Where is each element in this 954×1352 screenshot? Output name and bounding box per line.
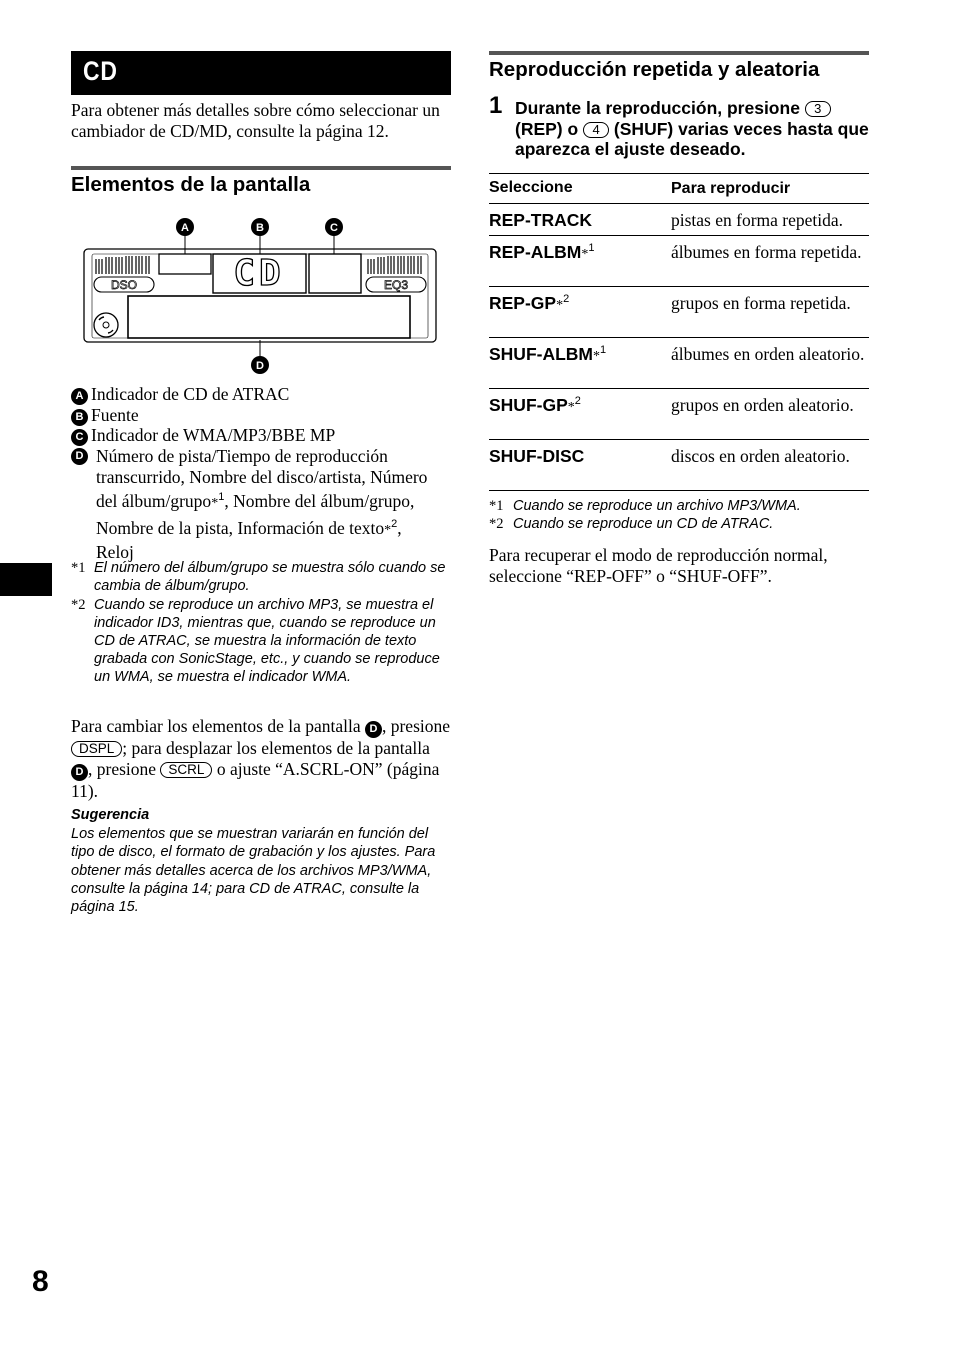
column-header-para-reproducir: Para reproducir [671, 180, 791, 197]
text-display-area [128, 296, 410, 338]
page-number: 8 [32, 1265, 49, 1298]
column-header-seleccione: Seleccione [489, 179, 573, 196]
intro-paragraph: Para obtener más detalles sobre cómo seleccionar un cambiador de CD/MD, consulte la página 12. [71, 100, 440, 141]
svg-text:A: A [181, 222, 189, 234]
button-4-label: 4 [583, 122, 609, 138]
badge-a-icon: A [71, 388, 88, 405]
section-header-cd [71, 51, 451, 95]
suggestion-title: Sugerencia [71, 807, 150, 823]
badge-c-icon: C [71, 429, 88, 446]
repeat-shuffle-table [489, 173, 869, 491]
section-header-title: CD [83, 56, 118, 86]
callout-d-icon [251, 356, 269, 374]
badge-d-icon: D [71, 448, 88, 465]
dso-indicator-label: DSO [110, 278, 138, 292]
display-diagram [70, 212, 440, 377]
table-row: REP-TRACK pistas en forma repetida. [489, 204, 869, 236]
svg-text:B: B [256, 222, 264, 234]
legend-item-d-text: Número de pista/Tiempo de reproducción transcurrido, Nombre del disco/artista, Número del álbum/grupo*$^1$, Nombre del álbum/grupo, Nombre de la pista, Información de texto*$^2$, Reloj [96, 446, 428, 562]
wma-mp3-indicator-box [309, 254, 361, 293]
source-display-text: CD [233, 253, 285, 294]
svg-text:D: D [256, 360, 264, 372]
eq3-indicator-label: EQ3 [383, 278, 409, 292]
badge-d-icon: D [365, 721, 382, 738]
change-display-paragraph: Para cambiar los elementos de la pantalla D , presione DSPL ; para desplazar los elementos de la pantalla D , presione SCRL o ajuste “A.SCRL-ON” (página 11). [71, 716, 451, 801]
legend-item-d [71, 446, 441, 562]
dspl-button-label: DSPL [71, 741, 122, 757]
callout-b-icon [251, 218, 269, 236]
callout-a-icon [176, 218, 194, 236]
legend-item-c: C Indicador de WMA/MP3/BBE MP [71, 425, 441, 446]
callout-c-icon [325, 218, 343, 236]
atrac-cd-indicator-box [159, 254, 211, 274]
section-title-reproduccion: Reproducción repetida y aleatoria [489, 58, 820, 81]
side-tab-marker [0, 563, 52, 596]
section-rule [71, 166, 451, 170]
left-level-meter-icon [96, 256, 149, 274]
step-instruction: Durante la reproducción, presione 3 (REP) o 4 (SHUF) varias veces hasta que aparezca el ajuste deseado. [515, 98, 869, 160]
right-level-meter-icon [368, 256, 421, 274]
scrl-button-label: SCRL [160, 762, 212, 778]
svg-text:C: C [330, 222, 338, 234]
legend-item-b: B Fuente [71, 405, 441, 426]
table-row: SHUF-GP*$^2$ grupos en orden aleatorio. [489, 389, 869, 440]
suggestion-text: Los elementos que se muestran variarán en función del tipo de disco, el formato de grabación y los ajustes. Para obtener más detalles acerca de los archivos MP3/WMA, consulte la página 14; para CD de ATRAC, consulte la página 15. [71, 826, 436, 916]
step-number: 1 [489, 92, 503, 119]
badge-b-icon: B [71, 409, 88, 426]
section-rule [489, 51, 869, 55]
return-normal-paragraph: Para recuperar el modo de reproducción normal, seleccione “REP-OFF” o “SHUF-OFF”. [489, 545, 828, 586]
table-row: REP-GP*$^2$ grupos en forma repetida. [489, 287, 869, 338]
section-title-elementos: Elementos de la pantalla [71, 173, 311, 196]
table-row: SHUF-ALBM*$^1$ álbumes en orden aleatorio. [489, 338, 869, 389]
table-row: REP-ALBM*$^1$ álbumes en forma repetida. [489, 236, 869, 287]
table-row: SHUF-DISC discos en orden aleatorio. [489, 440, 869, 491]
legend-item-a: A Indicador de CD de ATRAC [71, 384, 441, 405]
button-3-label: 3 [805, 101, 831, 117]
table-header-row [489, 173, 869, 204]
badge-d-icon: D [71, 764, 88, 781]
disc-icon [94, 313, 118, 337]
